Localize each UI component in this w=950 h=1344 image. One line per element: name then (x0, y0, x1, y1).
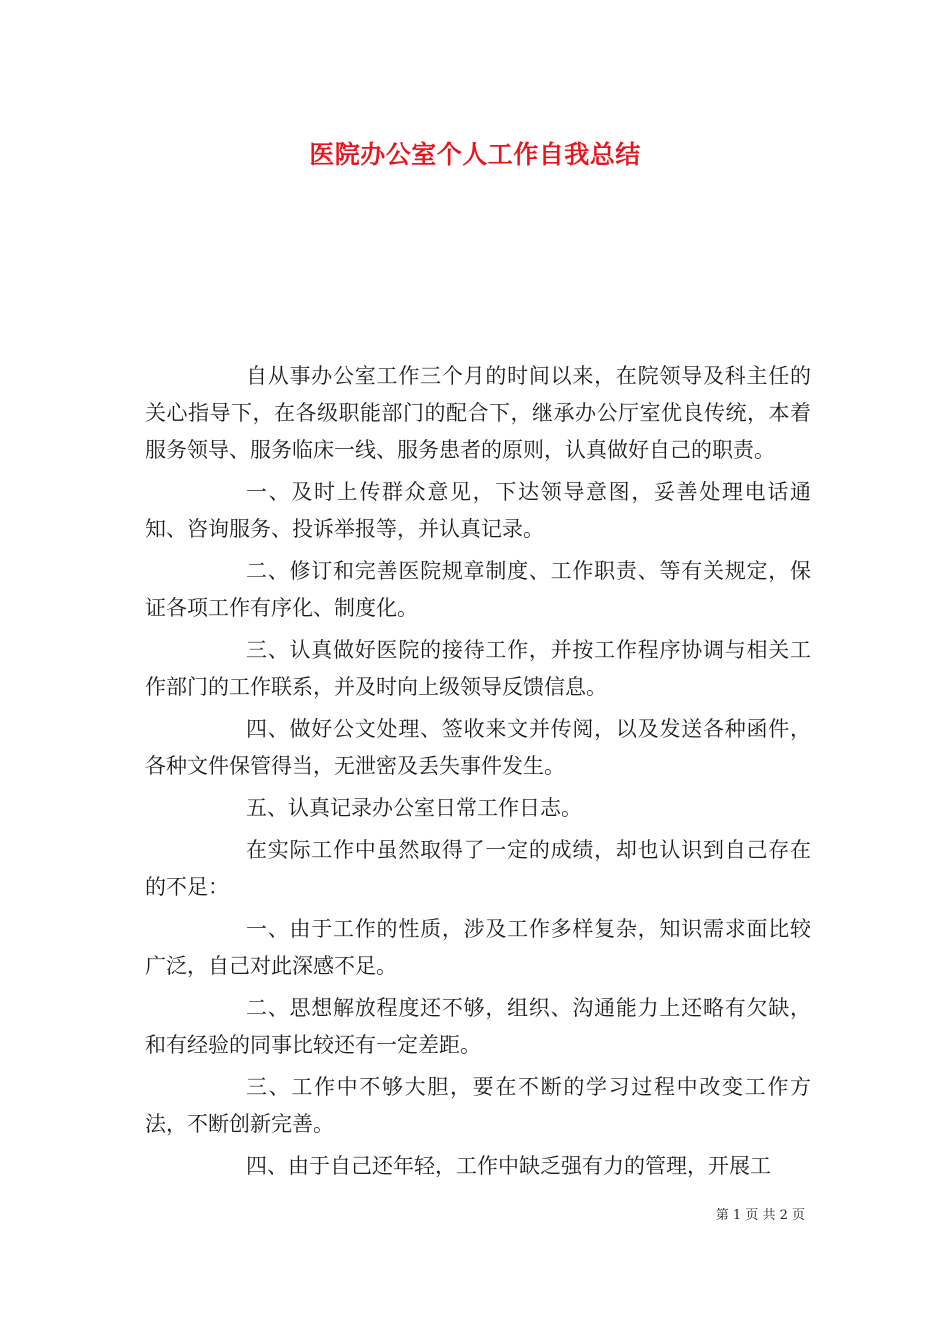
paragraph: 四、做好公文处理、签收来文并传阅，以及发送各种函件，各种文件保管得当，无泄密及丢失事件发生。 (145, 717, 811, 778)
document-body (145, 358, 811, 1190)
paragraph: 五、认真记录办公室日常工作日志。 (246, 796, 582, 820)
paragraph: 二、思想解放程度还不够，组织、沟通能力上还略有欠缺，和有经验的同事比较还有一定差距。 (145, 996, 811, 1057)
paragraph: 在实际工作中虽然取得了一定的成绩，却也认识到自己存在的不足： (145, 838, 811, 899)
paragraph: 二、修订和完善医院规章制度、工作职责、等有关规定，保证各项工作有序化、制度化。 (145, 559, 811, 620)
page-number-footer: 第 1 页 共 2 页 (715, 1208, 805, 1223)
paragraph: 四、由于自己还年轻，工作中缺乏强有力的管理，开展工 (246, 1154, 771, 1178)
paragraph: 三、认真做好医院的接待工作，并按工作程序协调与相关工作部门的工作联系，并及时向上级领导反馈信息。 (145, 638, 811, 699)
document-title: 医院办公室个人工作自我总结 (309, 140, 641, 169)
paragraph: 自从事办公室工作三个月的时间以来，在院领导及科主任的关心指导下，在各级职能部门的配合下，继承办公厅室优良传统，本着服务领导、服务临床一线、服务患者的原则，认真做好自己的职责。 (145, 364, 811, 462)
paragraph: 一、由于工作的性质，涉及工作多样复杂，知识需求面比较广泛，自己对此深感不足。 (145, 917, 811, 978)
paragraph: 一、及时上传群众意见，下达领导意图，妥善处理电话通知、咨询服务、投诉举报等，并认真记录。 (145, 480, 811, 541)
paragraph: 三、工作中不够大胆，要在不断的学习过程中改变工作方法，不断创新完善。 (145, 1075, 811, 1136)
